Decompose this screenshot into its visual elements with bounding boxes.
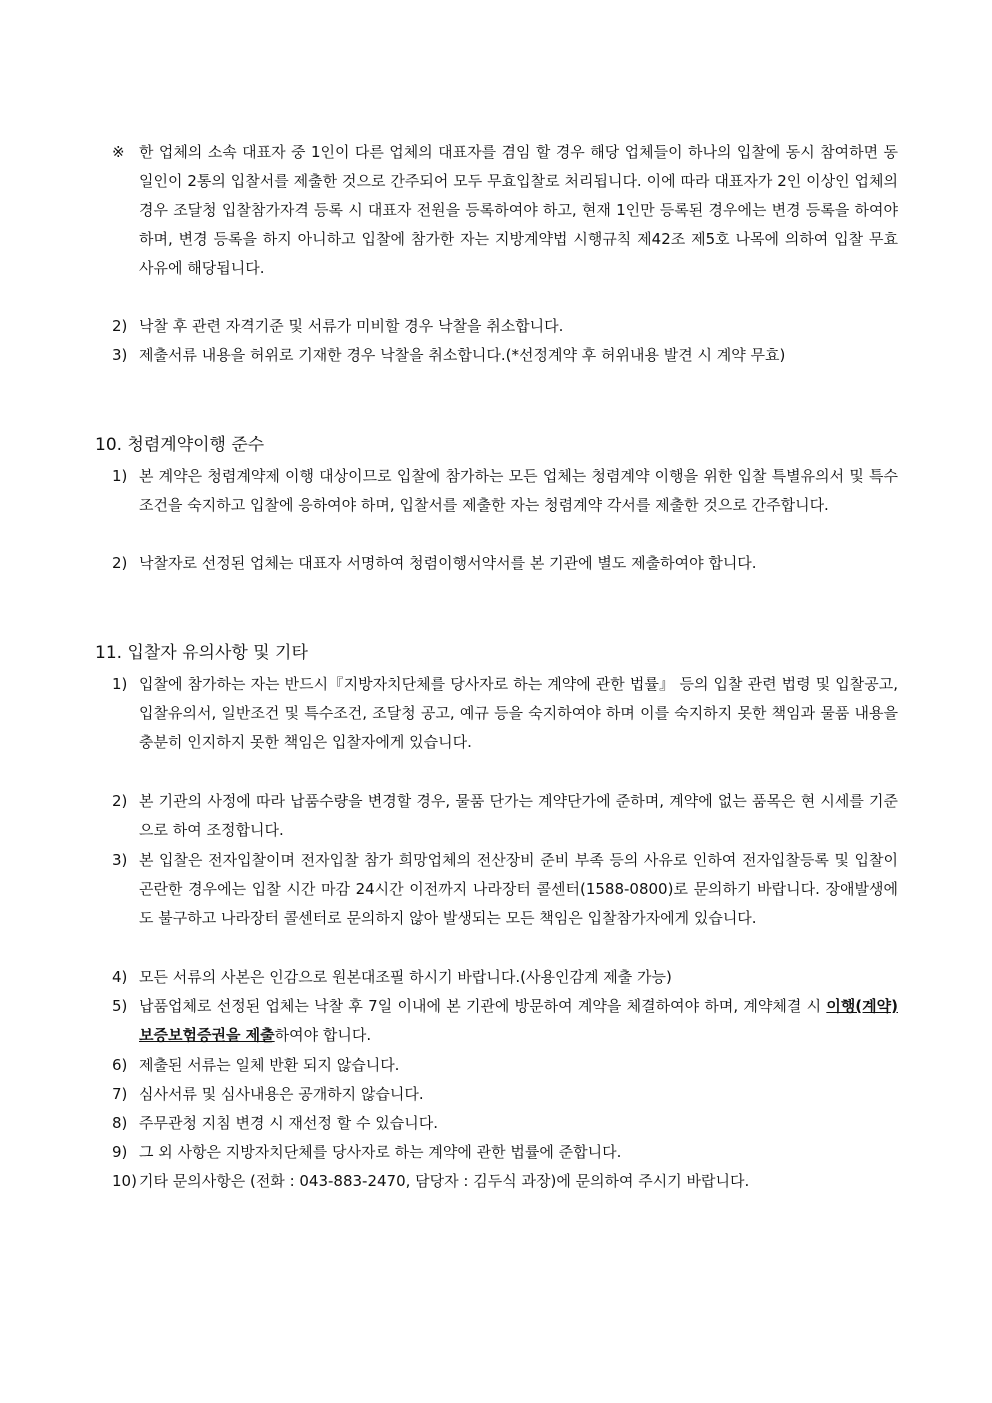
note-item [112, 138, 898, 283]
item-number: 1) [112, 467, 128, 485]
list-item [112, 1080, 898, 1109]
item-number: 1) [112, 675, 128, 693]
item-text: 낙찰자로 선정된 업체는 대표자 서명하여 청렴이행서약서를 본 기관에 별도 제출하여야 합니다. [139, 554, 757, 572]
item-text: 주무관청 지침 변경 시 재선정 할 수 있습니다. [139, 1114, 438, 1132]
item-number: 8) [112, 1114, 128, 1132]
item-number: 3) [112, 851, 128, 869]
item-number: 4) [112, 968, 128, 986]
list-item [112, 670, 898, 757]
list-item [112, 963, 898, 992]
item-text: 본 계약은 청렴계약제 이행 대상이므로 입찰에 참가하는 모든 업체는 청렴계약 이행을 위한 입찰 특별유의서 및 특수조건을 숙지하고 입찰에 응하여야 하며, 입찰서를 제출한 자는 청렴계약 각서를 제출한 것으로 간주합니다. [139, 467, 898, 514]
item-number: 10) [112, 1172, 137, 1190]
item-text: 입찰에 참가하는 자는 반드시『지방자치단체를 당사자로 하는 계약에 관한 법률』 등의 입찰 관련 법령 및 입찰공고, 입찰유의서, 일반조건 및 특수조건, 조달청 공고, 예규 등을 숙지하여야 하며 이를 숙지하지 못한 책임과 물품 내용을 충분히 인지하지 못한 책임은 입찰자에게 있습니다. [139, 675, 898, 751]
list-item [112, 341, 898, 370]
list-item [112, 549, 898, 578]
list-item [112, 992, 898, 1050]
item-text: 제출서류 내용을 허위로 기재한 경우 낙찰을 취소합니다.(*선정계약 후 허위내용 발견 시 계약 무효) [139, 346, 786, 364]
list-item [112, 787, 898, 845]
list-item [112, 312, 898, 341]
item-text: 낙찰 후 관련 자격기준 및 서류가 미비할 경우 낙찰을 취소합니다. [139, 317, 564, 335]
item-number: 2) [112, 554, 128, 572]
list-item [112, 1138, 898, 1167]
item-number: 5) [112, 997, 128, 1015]
section-heading: 11. 입찰자 유의사항 및 기타 [95, 643, 308, 663]
section-heading: 10. 청렴계약이행 준수 [95, 435, 265, 455]
item-text: 기타 문의사항은 (전화 : 043-883-2470, 담당자 : 김두식 과장)에 문의하여 주시기 바랍니다. [139, 1172, 750, 1190]
item-text-after: 하여야 합니다. [274, 1026, 372, 1044]
list-item [112, 462, 898, 520]
item-text [112, 992, 898, 1050]
list-item [112, 1167, 898, 1196]
item-text: 모든 서류의 사본은 인감으로 원본대조필 하시기 바랍니다.(사용인감계 제출 가능) [139, 968, 672, 986]
item-number: 2) [112, 317, 128, 335]
list-item [112, 1109, 898, 1138]
item-text-before: 납품업체로 선정된 업체는 낙찰 후 7일 이내에 본 기관에 방문하여 계약을 체결하여야 하며, 계약체결 시 [139, 997, 827, 1015]
item-number: 7) [112, 1085, 128, 1103]
item-text: 본 입찰은 전자입찰이며 전자입찰 참가 희망업체의 전산장비 준비 부족 등의 사유로 인하여 전자입찰등록 및 입찰이 곤란한 경우에는 입찰 시간 마감 24시간 이전까지 나라장터 콜센터(1588-0800)로 문의하기 바랍니다. 장애발생에도 불구하고 나라장터 콜센터로 문의하지 않아 발생되는 모든 책임은 입찰참가자에게 있습니다. [139, 851, 898, 927]
list-item [112, 846, 898, 933]
note-text: 한 업체의 소속 대표자 중 1인이 다른 업체의 대표자를 겸임 할 경우 해당 업체들이 하나의 입찰에 동시 참여하면 동일인이 2통의 입찰서를 제출한 것으로 간주되어 모두 무효입찰로 처리됩니다. 이에 따라 대표자가 2인 이상인 업체의 경우 조달청 입찰참가자격 등록 시 대표자 전원을 등록하여야 하고, 현재 1인만 등록된 경우에는 변경 등록을 하여야 하며, 변경 등록을 하지 아니하고 입찰에 참가한 자는 지방계약법 시행규칙 제42조 제5호 나목에 의하여 입찰 무효 사유에 해당됩니다. [139, 143, 898, 277]
item-number: 2) [112, 792, 128, 810]
item-text: 본 기관의 사정에 따라 납품수량을 변경할 경우, 물품 단가는 계약단가에 준하며, 계약에 없는 품목은 현 시세를 기준으로 하여 조정합니다. [139, 792, 898, 839]
emphasized-requirement: 이행(계약)보증보험증권을 제출 [139, 997, 898, 1044]
item-number: 3) [112, 346, 128, 364]
item-text: 제출된 서류는 일체 반환 되지 않습니다. [139, 1056, 400, 1074]
item-number: 6) [112, 1056, 128, 1074]
item-text: 심사서류 및 심사내용은 공개하지 않습니다. [139, 1085, 424, 1103]
item-text: 그 외 사항은 지방자치단체를 당사자로 하는 계약에 관한 법률에 준합니다. [139, 1143, 622, 1161]
list-item [112, 1051, 898, 1080]
reference-mark: ※ [112, 143, 125, 161]
item-number: 9) [112, 1143, 128, 1161]
